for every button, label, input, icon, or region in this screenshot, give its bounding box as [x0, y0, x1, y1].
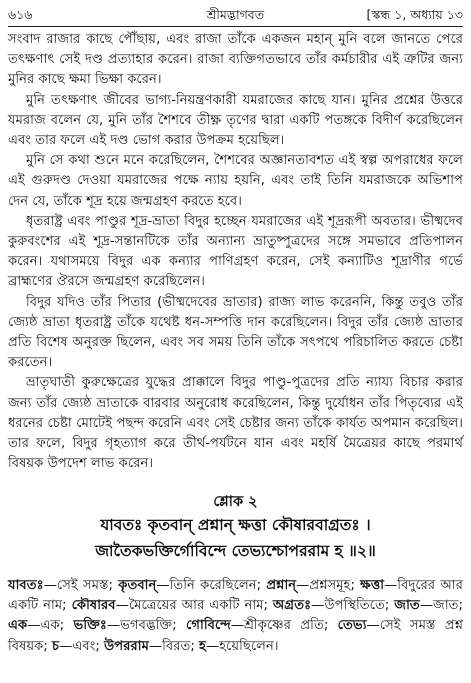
glossary-word: ভক্তিঃ: [73, 618, 107, 634]
verse-line-1: যাবতঃ কৃতবান্ প্রশ্নান্ ক্ষত্তা কৌষারবাগ্রতঃ ।: [100, 516, 371, 534]
glossary-meaning: এক;: [40, 618, 74, 634]
glossary-meaning: শ্রীকৃষ্ণের প্রতি;: [244, 618, 338, 634]
glossary-word: প্রশ্নান্: [266, 578, 297, 593]
glossary-meaning: জাত;: [433, 598, 463, 614]
glossary-word: এক: [8, 618, 28, 634]
paragraph: সংবাদ রাজার কাছে পৌঁছায়, এবং রাজা তাঁকে একজন মহান্ মুনি বলে জানতে পেরে তৎক্ষণাৎ সেই দণ্ড প্রত্যাহার করেন। রাজা ব্যক্তিগতভাবে তাঁর কর্মচারীর এই ত্রুটির জন্য মুনির কাছে ক্ষমা ভিক্ষা করেন।: [8, 32, 463, 88]
paragraph: ধৃতরাষ্ট্র এবং পাণ্ডুর শূদ্র-ভ্রাতা বিদুর হচ্ছেন যমরাজের এই শূদ্ররূপী অবতার। ভীষ্মদেব কুরুবংশের এই শূদ্র-সন্তানটিকে তাঁর অন্যান্য ভ্রাতুষ্পুত্রদের সঙ্গে সমভাবে প্রতিপালন করেন। যথাসময়ে বিদুর এক কন্যার পাণিগ্রহণ করেন, সেই কন্যাটিও শূদ্রাণীর গর্ভে ব্রাহ্মণের ঔরসে জন্মগ্রহণ করেছিলেন।: [8, 213, 463, 290]
verse-line-2: জাতৈকভক্তির্গোবিন্দে তেভ্যশ্চোপররাম হ ॥২॥: [95, 542, 376, 560]
glossary-word: গোবিন্দে: [186, 618, 231, 634]
glossary-meaning: বিদুরের আর একটি নাম;: [8, 578, 463, 614]
glossary-word: ক্ষত্তা: [360, 578, 385, 593]
paragraph: মুনি সে কথা শুনে মনে করেছিলেন, শৈশবের অজ্ঞানতাবশত এই স্বল্প অপরাধের ফলে এই গুরুদণ্ড দেওয়া যমরাজের পক্ষে ন্যায় হয়নি, এবং তাই তিনি যমরাজকে অভিশাপ দেন যে, তাঁকে শূদ্র হয়ে জন্মগ্রহণ করতে হবে।: [8, 153, 463, 209]
glossary-meaning: সেই সমস্ত প্রশ্ন বিষয়ক;: [8, 618, 464, 654]
glossary-meaning: ভগবদ্ভক্তি;: [120, 618, 187, 634]
glossary-meaning: উপস্থিতিতে;: [324, 598, 395, 614]
paragraph: ভ্রাতৃঘাতী কুরুক্ষেত্রের যুদ্ধের প্রাক্কালে বিদুর পাণ্ডু-পুত্রদের প্রতি ন্যায্য বিচার করার জন্য তাঁর জ্যেষ্ঠ ভ্রাতাকে বারবার অনুরোধ করেছিলেন, কিন্তু দুর্যোধন তাঁর পিতৃব্যের এই ধরনের চেষ্টা মোটেই পছন্দ করেনি এবং সেই চেষ্টার জন্য তাঁকে কার্যত অপমান করেছিল। তার ফলে, বিদুর গৃহত্যাগ করে তীর্থ-পর্যটনে যান এবং মহর্ষি মৈত্রেয়র কাছে পরমার্থ বিষয়ক উপদেশ লাভ করেন।: [8, 375, 463, 472]
paragraph: মুনি তৎক্ষণাৎ জীবের ভাগ্য-নিয়ন্ত্রণকারী যমরাজের কাছে যান। মুনির প্রশ্নের উত্তরে যমরাজ বলেন যে, মুনি তাঁর শৈশবে তীক্ষ্ণ তৃণের দ্বারা একটি পতঙ্গকে বিদীর্ণ করেছিলেন এবং তার ফলে এই দণ্ড ভোগ করার উপক্রম হয়েছিল।: [8, 92, 463, 149]
word-glossary: যাবতঃ—সেই সমস্ত; কৃতবান্—তিনি করেছিলেন; প্রশ্নান্—প্রশ্নসমূহ; ক্ষত্তা—বিদুরের আর একটি নাম; কৌষারব—মৈত্রেয়ের আর একটি নাম; অগ্রতঃ—উপস্থিতিতে; জাত—জাত; এক—এক; ভক্তিঃ—ভগবদ্ভক্তি; গোবিন্দে—শ্রীকৃষ্ণের প্রতি; তেভ্য—সেই সমস্ত প্রশ্ন বিষয়ক; চ—এবং; উপররাম—বিরত; হ—হয়েছিলেন।: [8, 578, 464, 654]
glossary-meaning: সেই সমস্ত;: [56, 578, 119, 593]
glossary-word: হ: [199, 638, 206, 654]
book-title: শ্রীমদ্ভাগবত: [206, 7, 265, 22]
glossary-meaning: প্রশ্নসমূহ;: [309, 578, 361, 593]
glossary-word: জাত: [394, 598, 420, 614]
paragraph: বিদুর যদিও তাঁর পিতার (ভীষ্মদেবের ভ্রাতার) রাজ্য লাভ করেননি, কিন্তু তবুও তাঁর জ্যেষ্ঠ ভ্রাতা ধৃতরাষ্ট্র তাঁকে যথেষ্ট ধন-সম্পত্তি দান করেছিলেন। বিদুর তাঁর জ্যেষ্ঠ ভ্রাতার প্রতি বিশেষ অনুরক্ত ছিলেন, এবং সব সময় তিনি তাঁকে সৎপথে পরিচালিত করতে চেষ্টা করতেন।: [8, 294, 463, 371]
glossary-meaning: এবং;: [72, 638, 105, 654]
glossary-word: চ: [52, 638, 60, 654]
glossary-word: উপররাম: [104, 638, 149, 654]
glossary-meaning: বিরত;: [162, 638, 199, 654]
glossary-meaning: তিনি করেছিলেন;: [169, 578, 267, 593]
glossary-word: কৌষারব: [71, 598, 116, 614]
glossary-meaning: হয়েছিলেন।: [219, 638, 279, 654]
glossary-word: কৃতবান্: [118, 578, 157, 593]
glossary-word: তেভ্য: [337, 618, 367, 634]
glossary-word: অগ্রতঃ: [272, 598, 312, 614]
header-divider: [8, 26, 463, 27]
verse-heading: শ্লোক ২: [213, 494, 258, 510]
glossary-word: যাবতঃ: [8, 578, 44, 593]
glossary-meaning: মৈত্রেয়ের আর একটি নাম;: [128, 598, 273, 614]
chapter-label: [স্কন্ধ ১, অধ্যায় ১৩: [366, 7, 463, 22]
page-number: ৬১৬: [8, 7, 33, 22]
purport-text: [8, 30, 463, 474]
page-header: [8, 4, 463, 26]
